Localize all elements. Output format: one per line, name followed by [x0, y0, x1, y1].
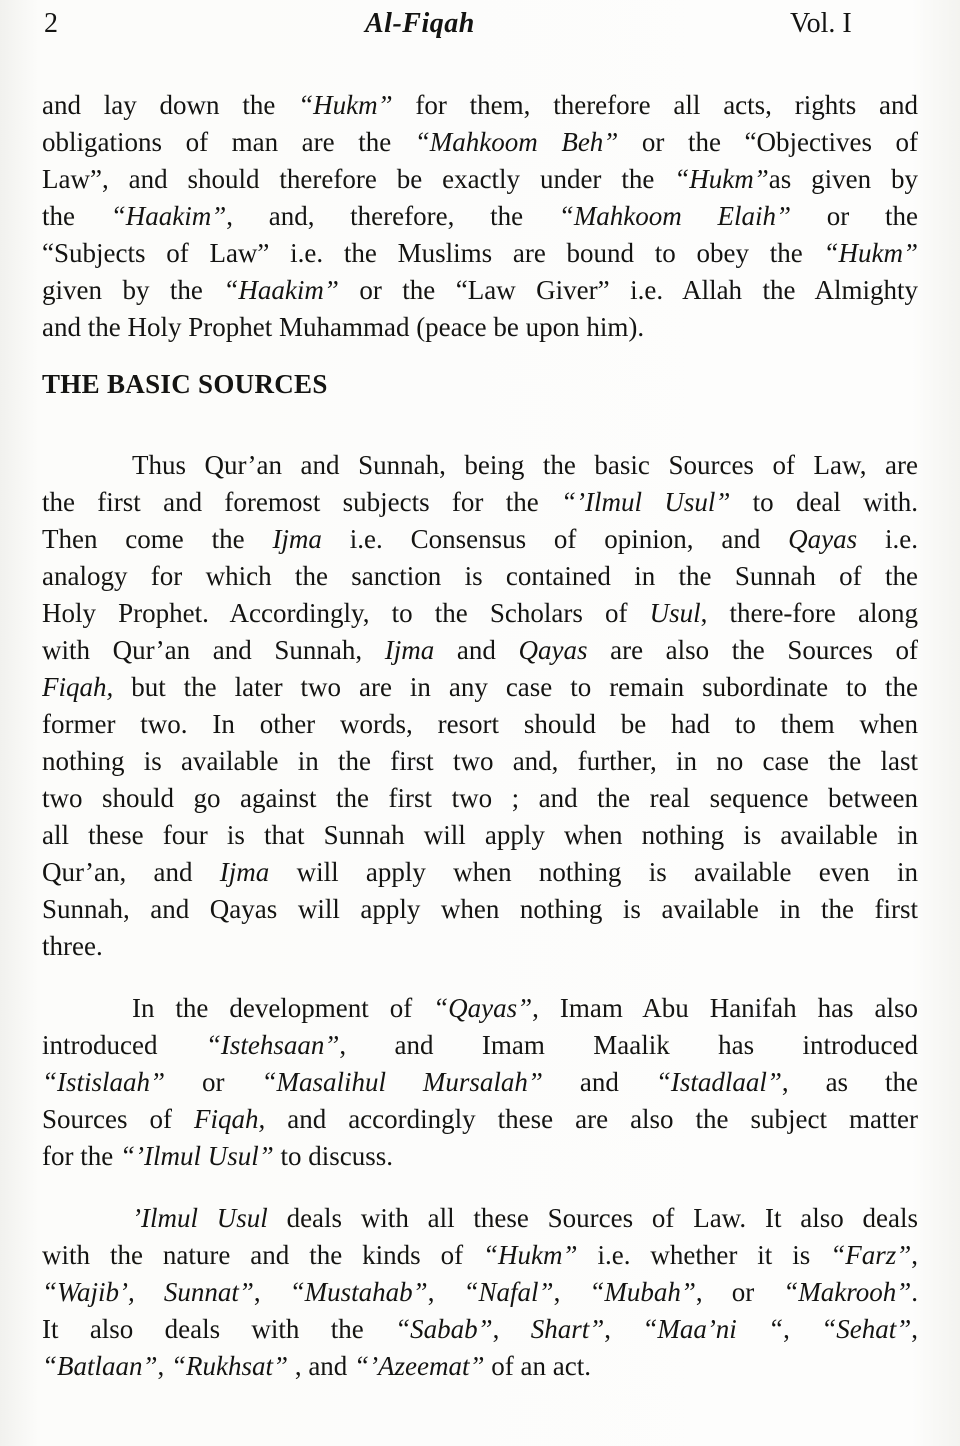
- text-run: ,: [911, 1240, 918, 1270]
- italic-term: “Mahkoom Elaih”: [558, 201, 792, 231]
- italic-term: Shart”: [530, 1314, 605, 1344]
- text-run: “Subjects of Law” i.e. the Muslims are bound to obey the: [42, 238, 824, 268]
- text-run: former two. In other words, resort should be had to them when: [42, 709, 918, 739]
- text-line: [42, 743, 918, 780]
- italic-term: “Mubah”: [589, 1277, 696, 1307]
- text-run: the first and foremost subjects for the: [42, 487, 562, 517]
- italic-term: Usul: [649, 598, 701, 628]
- text-line: [42, 780, 918, 817]
- text-run: ,: [253, 1277, 290, 1307]
- text-run: for the: [42, 1141, 120, 1171]
- text-line: [42, 817, 918, 854]
- text-run: ,: [492, 1314, 531, 1344]
- text-line: [42, 521, 918, 558]
- text-run: obligations of man are the: [42, 127, 415, 157]
- text-line: [42, 595, 918, 632]
- text-line: [42, 1274, 918, 1311]
- italic-term: “Istadlaal”: [655, 1067, 782, 1097]
- text-run: or: [165, 1067, 262, 1097]
- italic-term: Qayas: [788, 524, 858, 554]
- text-line: [42, 990, 918, 1027]
- italic-term: “Rukhsat”: [171, 1351, 289, 1381]
- italic-term: “Sehat”: [821, 1314, 912, 1344]
- text-line: [42, 161, 918, 198]
- text-line: [42, 1348, 918, 1385]
- italic-term: “’Ilmul Usul”: [561, 487, 731, 517]
- text-run: , and, therefore, the: [226, 201, 559, 231]
- text-run: or the: [791, 201, 918, 231]
- text-line: [42, 272, 918, 309]
- text-run: two should go against the first two ; and the real sequence between: [42, 783, 918, 813]
- text-run: ,: [427, 1277, 464, 1307]
- text-run: nothing is available in the first two and, further, in no case the last: [42, 746, 918, 776]
- text-run: analogy for which the sanction is contained in the Sunnah of the: [42, 561, 918, 591]
- text-run: It also deals with the: [42, 1314, 396, 1344]
- italic-term: Fiqah,: [193, 1104, 266, 1134]
- text-run: and the Holy Prophet Muhammad (peace be upon him).: [42, 312, 645, 342]
- text-line: [42, 1064, 918, 1101]
- italic-term: “Mustahab”: [289, 1277, 428, 1307]
- text-run: Qur’an, and: [42, 857, 220, 887]
- italic-term: “Masalihul Mursalah”: [261, 1067, 543, 1097]
- text-run: i.e. Consensus of opinion, and: [321, 524, 789, 554]
- text-run: deals with all these Sources of Law. It also deals: [267, 1203, 918, 1233]
- italic-term: “Hukm”: [823, 238, 918, 268]
- text-run: Holy Prophet. Accordingly, to the Scholars of: [42, 598, 650, 628]
- text-run: i.e. whether it is: [577, 1240, 831, 1270]
- text-run: of an act.: [484, 1351, 591, 1381]
- text-line: [42, 928, 918, 965]
- italic-term: “Wajib’, Sunnat”: [42, 1277, 254, 1307]
- text-line: [42, 706, 918, 743]
- text-run: ,: [911, 1314, 918, 1344]
- italic-term: ’Ilmul Usul: [132, 1203, 268, 1233]
- italic-term: “Hukm”: [298, 90, 393, 120]
- page-number: 2: [44, 8, 58, 39]
- text-run: , Imam Abu Hanifah has also: [532, 993, 918, 1023]
- text-line: [42, 1027, 918, 1064]
- italic-term: “Istislaah”: [42, 1067, 166, 1097]
- text-run: In the development of: [132, 993, 434, 1023]
- text-run: or the “Law Giver” i.e. Allah the Almighty: [338, 275, 918, 305]
- italic-term: “Farz”: [830, 1240, 912, 1270]
- volume-label: Vol. I: [790, 8, 852, 39]
- text-line: [42, 632, 918, 669]
- text-run: to deal with.: [730, 487, 918, 517]
- text-line: [42, 854, 918, 891]
- text-run: ,: [157, 1351, 172, 1381]
- page-content: [42, 87, 918, 1385]
- text-line: [42, 891, 918, 928]
- text-run: , as the: [781, 1067, 918, 1097]
- text-line: [42, 558, 918, 595]
- text-run: with Qur’an and Sunnah,: [42, 635, 385, 665]
- text-run: ,: [553, 1277, 590, 1307]
- text-run: to discuss.: [273, 1141, 394, 1171]
- text-run: with the nature and the kinds of: [42, 1240, 484, 1270]
- text-run: Sunnah, and Qayas will apply when nothing is available in the first: [42, 894, 918, 924]
- text-line: [42, 1311, 918, 1348]
- text-run: introduced: [42, 1030, 206, 1060]
- text-run: , and Imam Maalik has introduced: [339, 1030, 918, 1060]
- text-run: and: [542, 1067, 656, 1097]
- italic-term: “Makrooh”: [783, 1277, 912, 1307]
- italic-term: “Nafal”: [463, 1277, 554, 1307]
- italic-term: “Hukm”: [483, 1240, 578, 1270]
- italic-term: “Batlaan”: [42, 1351, 158, 1381]
- section-heading: THE BASIC SOURCES: [42, 369, 328, 399]
- text-line: [42, 1101, 918, 1138]
- text-line: [42, 124, 918, 161]
- text-run: given by the: [42, 275, 224, 305]
- italic-term: “Istehsaan”: [205, 1030, 340, 1060]
- italic-term: Ijma: [219, 857, 270, 887]
- italic-term: “Haakim”: [110, 201, 227, 231]
- text-run: all these four is that Sunnah will apply when nothing is available in: [42, 820, 918, 850]
- italic-term: Qayas: [518, 635, 588, 665]
- text-run: .: [911, 1277, 918, 1307]
- text-run: the: [42, 201, 111, 231]
- text-run: three.: [42, 931, 103, 961]
- text-run: and lay down the: [42, 90, 299, 120]
- italic-term: “Haakim”: [223, 275, 339, 305]
- text-line: [42, 447, 918, 484]
- text-run: , or: [695, 1277, 784, 1307]
- italic-term: “Mahkoom Beh”: [414, 127, 619, 157]
- text-line: [42, 1237, 918, 1274]
- text-line: [42, 1138, 918, 1175]
- text-run: Then come the: [42, 524, 273, 554]
- paragraph: [42, 990, 918, 1175]
- text-run: will apply when nothing is available even in: [269, 857, 918, 887]
- text-run: , and: [288, 1351, 355, 1381]
- italic-term: “Hukm”: [674, 164, 769, 194]
- text-run: as given by: [768, 164, 918, 194]
- italic-term: “’Azeemat”: [354, 1351, 485, 1381]
- italic-term: Ijma: [272, 524, 322, 554]
- italic-term: “Qayas”: [433, 993, 533, 1023]
- text-run: or the “Objectives of: [618, 127, 918, 157]
- text-run: ,: [783, 1314, 822, 1344]
- text-line: [42, 87, 918, 124]
- italic-term: Fiqah,: [42, 672, 114, 702]
- text-line: [42, 1200, 918, 1237]
- text-run: but the later two are in any case to remain subordinate to the: [113, 672, 918, 702]
- text-run: for them, therefore all acts, rights and: [392, 90, 918, 120]
- italic-term: “Maa’ni “: [642, 1314, 784, 1344]
- italic-term: “’Ilmul Usul”: [119, 1141, 274, 1171]
- text-line: [42, 484, 918, 521]
- page-header: [42, 8, 918, 45]
- text-run: Sources of: [42, 1104, 194, 1134]
- text-line: [42, 669, 918, 706]
- text-run: Law”, and should therefore be exactly under the: [42, 164, 675, 194]
- paragraph: [42, 1200, 918, 1385]
- text-run: ,: [604, 1314, 643, 1344]
- text-line: [42, 198, 918, 235]
- text-run: are also the Sources of: [587, 635, 918, 665]
- text-line: [42, 309, 918, 346]
- text-run: i.e.: [857, 524, 918, 554]
- paragraph: [42, 87, 918, 346]
- text-run: and: [434, 635, 519, 665]
- text-run: Thus Qur’an and Sunnah, being the basic Sources of Law, are: [132, 450, 918, 480]
- text-run: and accordingly these are also the subject matter: [265, 1104, 918, 1134]
- text-line: [42, 235, 918, 272]
- paragraph: [42, 447, 918, 965]
- italic-term: Ijma: [384, 635, 435, 665]
- text-run: , there-fore along: [700, 598, 918, 628]
- italic-term: “Sabab”: [395, 1314, 493, 1344]
- book-title: Al-Fiqah: [365, 8, 475, 39]
